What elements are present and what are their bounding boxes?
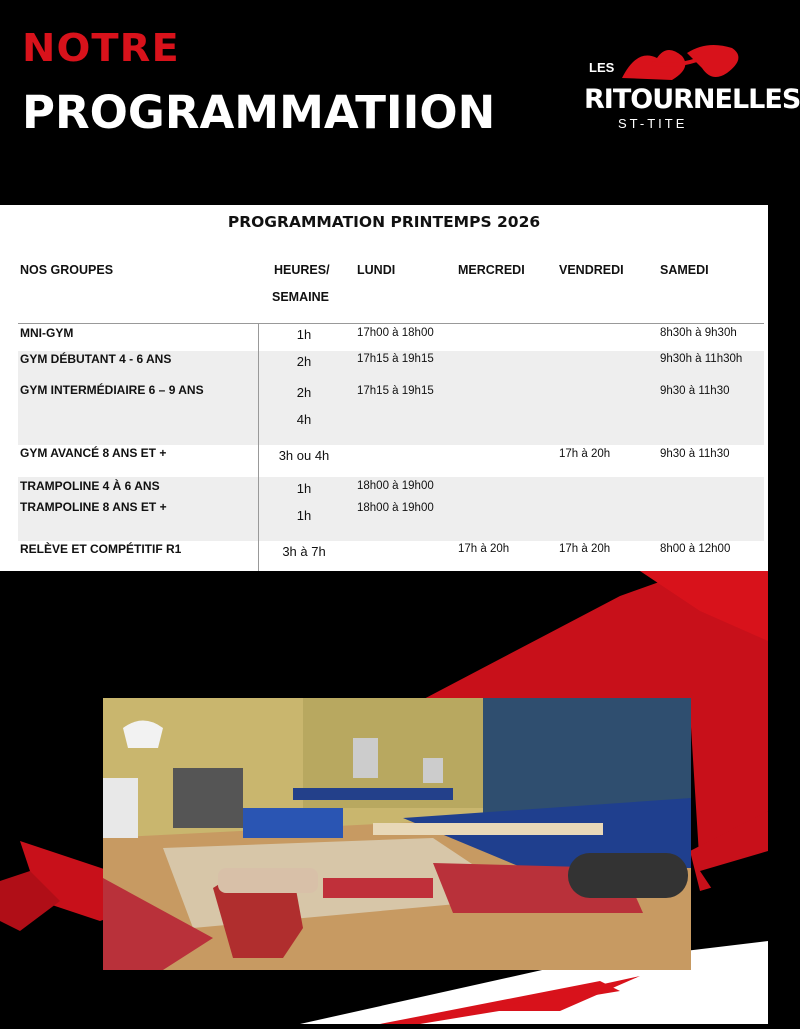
wednesday-time: 17h à 20h [458, 543, 510, 555]
friday-time: 17h à 20h [559, 448, 611, 460]
logo-name: RITOURNELLES [584, 84, 800, 115]
logo-les: LES [589, 60, 615, 75]
group-name: GYM INTERMÉDIAIRE 6 – 9 ANS [20, 383, 204, 397]
hours-value-extra: 1h [296, 508, 312, 523]
group-name: TRAMPOLINE 4 À 6 ANS [20, 479, 160, 493]
gym-photo [103, 698, 691, 970]
monday-time: 17h15 à 19h15 [357, 385, 434, 397]
title-notre: NOTRE [22, 26, 180, 70]
logo-subtitle: ST-TITE [618, 116, 688, 131]
saturday-time: 9h30 à 11h30 [660, 448, 730, 460]
monday-time-extra: 18h00 à 19h00 [357, 502, 434, 514]
column-groups: NOS GROUPES [20, 263, 114, 277]
group-name: RELÈVE ET COMPÉTITIF R1 [20, 542, 182, 556]
hours-value: 2h [296, 354, 312, 369]
club-logo [582, 38, 800, 138]
hours-value: 1h [296, 327, 312, 342]
gymnast-figures-icon [612, 38, 752, 88]
group-name: MNI-GYM [20, 326, 74, 340]
column-hours-2: SEMAINE [272, 290, 329, 304]
hours-value: 3h ou 4h [278, 448, 330, 463]
monday-time: 17h15 à 19h15 [357, 353, 434, 365]
saturday-time: 9h30 à 11h30 [660, 385, 730, 397]
title-programmation: PROGRAMMATIION [22, 86, 496, 139]
monday-time: 18h00 à 19h00 [357, 480, 434, 492]
header [0, 0, 800, 205]
header-divider [18, 323, 764, 324]
group-name: GYM DÉBUTANT 4 - 6 ANS [20, 352, 172, 366]
friday-time: 17h à 20h [559, 543, 611, 555]
group-name: GYM AVANCÉ 8 ANS ET + [20, 446, 167, 460]
saturday-time: 9h30h à 11h30h [660, 353, 743, 365]
column-saturday: SAMEDI [660, 263, 709, 277]
schedule-table [0, 205, 768, 571]
hours-value: 2h [296, 385, 312, 400]
saturday-time: 8h00 à 12h00 [660, 543, 731, 555]
saturday-time: 8h30h à 9h30h [660, 327, 737, 339]
hours-value-extra: 4h [296, 412, 312, 427]
column-wednesday: MERCREDI [458, 263, 525, 277]
hours-value: 1h [296, 481, 312, 496]
group-name-extra: TRAMPOLINE 8 ANS ET + [20, 500, 167, 514]
column-monday: LUNDI [357, 263, 396, 277]
schedule-title: PROGRAMMATION PRINTEMPS 2026 [227, 213, 541, 231]
hours-value: 3h à 7h [282, 544, 326, 559]
column-hours-1: HEURES/ [274, 263, 330, 277]
gymnasium-image [103, 698, 691, 970]
column-friday: VENDREDI [559, 263, 624, 277]
monday-time: 17h00 à 18h00 [357, 327, 434, 339]
